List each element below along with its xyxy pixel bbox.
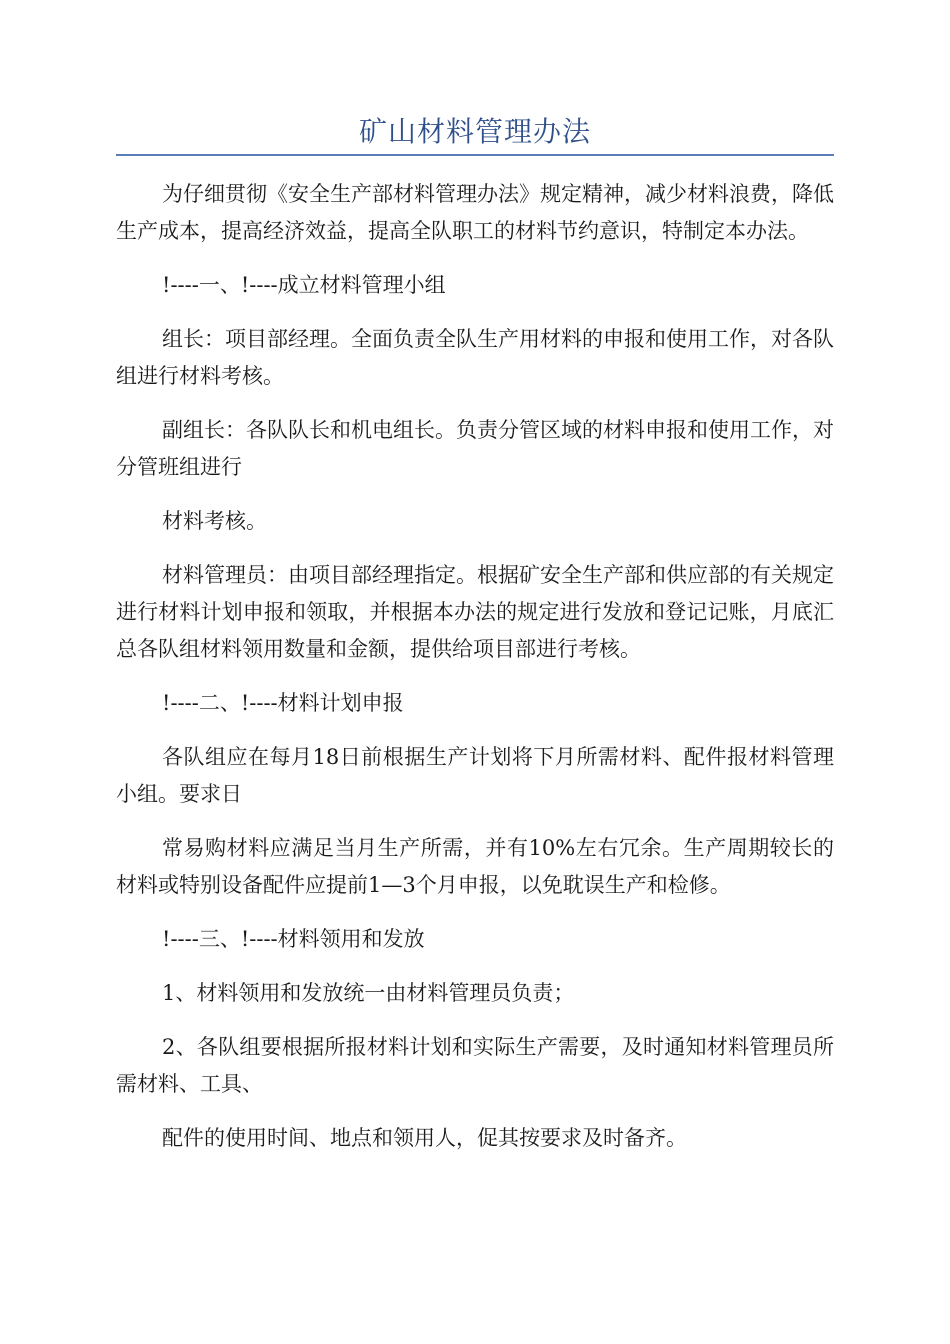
list-item-2-cont: 配件的使用时间、地点和领用人，促其按要求及时备齐。 bbox=[162, 1126, 687, 1150]
document-title: 矿山材料管理办法 bbox=[358, 115, 591, 148]
list-item-1: 1、材料领用和发放统一由材料管理员负责； bbox=[162, 981, 575, 1005]
paragraph-leader: 组长：项目部经理。全面负责全队生产用材料的申报和使用工作，对各队组进行材料考核。 bbox=[116, 327, 834, 388]
list-item-2: 2、各队组要根据所报材料计划和实际生产需要，及时通知材料管理员所需材料、工具、 bbox=[116, 1035, 834, 1096]
paragraph-intro: 为仔细贯彻《安全生产部材料管理办法》规定精神，减少材料浪费，降低生产成本，提高经济效益，提高全队职工的材料节约意识，特制定本办法。 bbox=[116, 182, 834, 243]
document-body bbox=[116, 176, 834, 1174]
section-heading-3: !----三、!----材料领用和发放 bbox=[162, 927, 425, 951]
paragraph-material-manager: 材料管理员：由项目部经理指定。根据矿安全生产部和供应部的有关规定进行材料计划申报和领取，并根据本办法的规定进行发放和登记记账，月底汇总各队组材料领用数量和金额，提供给项目部进行考核。 bbox=[116, 563, 834, 661]
paragraph-deputy-leader: 副组长：各队队长和机电组长。负责分管区域的材料申报和使用工作，对分管班组进行 bbox=[116, 418, 834, 479]
paragraph-plan-submission-cont: 常易购材料应满足当月生产所需，并有10%左右冗余。生产周期较长的材料或特别设备配件应提前1—3个月申报，以免耽误生产和检修。 bbox=[116, 836, 834, 897]
title-underline bbox=[116, 154, 834, 156]
section-heading-2: !----二、!----材料计划申报 bbox=[162, 691, 404, 715]
section-heading-1: !----一、!----成立材料管理小组 bbox=[162, 273, 446, 297]
paragraph-plan-submission: 各队组应在每月18日前根据生产计划将下月所需材料、配件报材料管理小组。要求日 bbox=[116, 745, 834, 806]
paragraph-deputy-leader-cont: 材料考核。 bbox=[162, 509, 267, 533]
